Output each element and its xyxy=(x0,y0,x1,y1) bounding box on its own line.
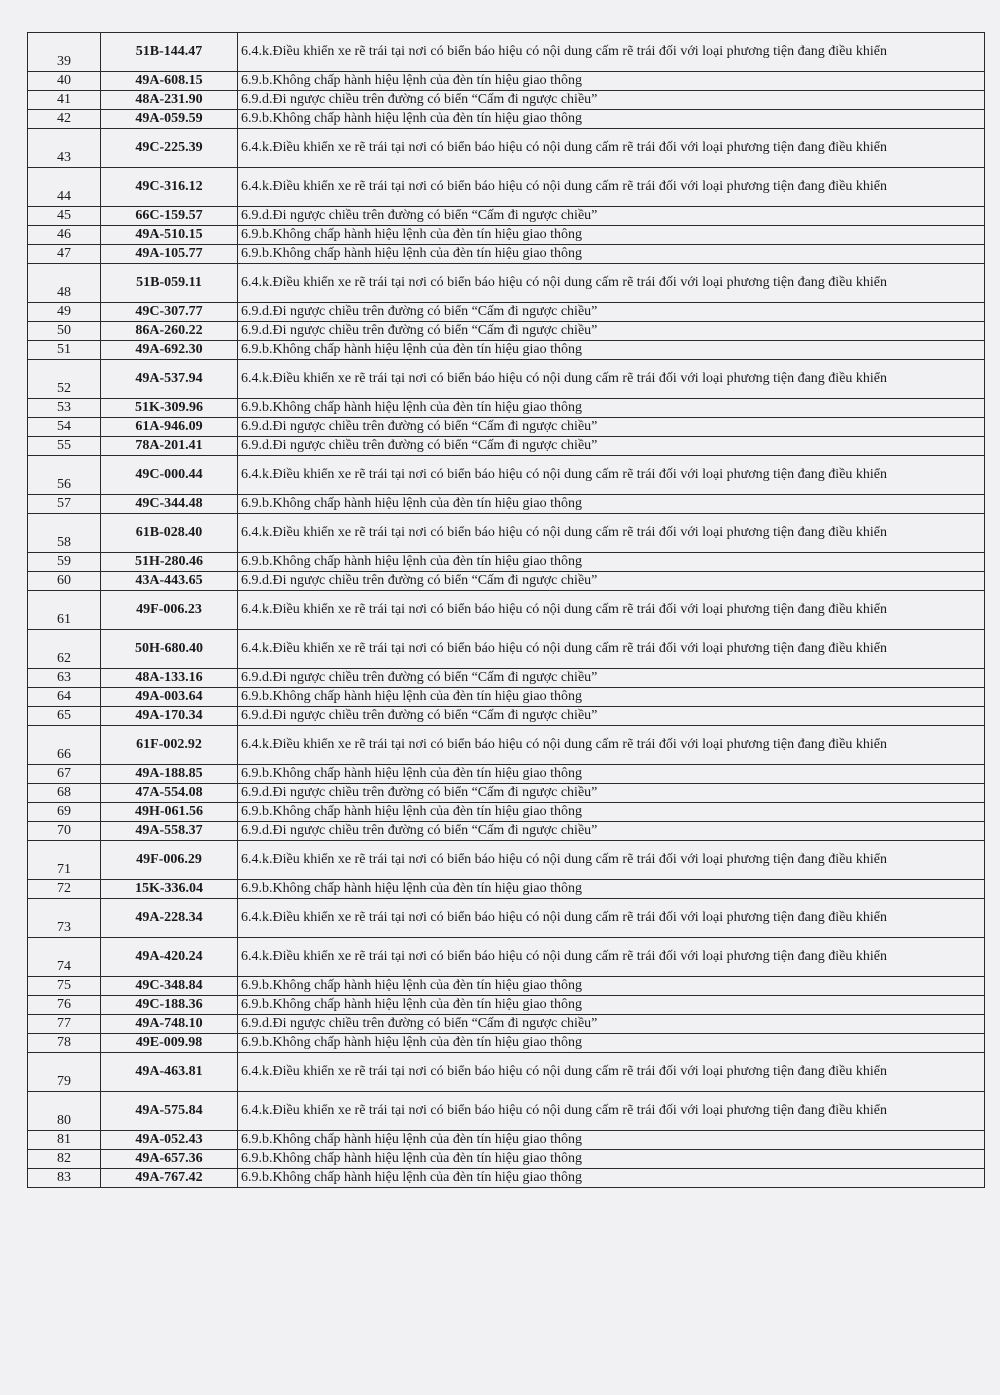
row-number-cell: 53 xyxy=(28,399,101,418)
violation-description-cell: 6.9.b.Không chấp hành hiệu lệnh của đèn tín hiệu giao thông xyxy=(238,72,985,91)
table-row xyxy=(28,688,985,707)
license-plate-cell: 49A-692.30 xyxy=(101,341,238,360)
license-plate-cell: 86A-260.22 xyxy=(101,322,238,341)
violation-description-cell: 6.4.k.Điều khiển xe rẽ trái tại nơi có biển báo hiệu có nội dung cấm rẽ trái đối với loại phương tiện đang điều khiển xyxy=(238,129,985,168)
license-plate-cell: 49C-000.44 xyxy=(101,456,238,495)
table-row xyxy=(28,880,985,899)
table-row xyxy=(28,91,985,110)
violation-description-cell: 6.9.d.Đi ngược chiều trên đường có biển “Cấm đi ngược chiều” xyxy=(238,1015,985,1034)
row-number-cell: 76 xyxy=(28,996,101,1015)
table-row xyxy=(28,264,985,303)
row-number-cell: 56 xyxy=(28,456,101,495)
row-number-cell: 45 xyxy=(28,207,101,226)
violation-description-cell: 6.9.d.Đi ngược chiều trên đường có biển “Cấm đi ngược chiều” xyxy=(238,822,985,841)
violation-description-cell: 6.9.b.Không chấp hành hiệu lệnh của đèn tín hiệu giao thông xyxy=(238,880,985,899)
row-number-cell: 46 xyxy=(28,226,101,245)
license-plate-cell: 49A-767.42 xyxy=(101,1169,238,1188)
violation-description-cell: 6.9.b.Không chấp hành hiệu lệnh của đèn tín hiệu giao thông xyxy=(238,1150,985,1169)
table-row xyxy=(28,1092,985,1131)
violation-description-cell: 6.4.k.Điều khiển xe rẽ trái tại nơi có biển báo hiệu có nội dung cấm rẽ trái đối với loại phương tiện đang điều khiển xyxy=(238,1053,985,1092)
row-number-cell: 47 xyxy=(28,245,101,264)
row-number-cell: 41 xyxy=(28,91,101,110)
table-row xyxy=(28,399,985,418)
row-number-cell: 64 xyxy=(28,688,101,707)
license-plate-cell: 49A-575.84 xyxy=(101,1092,238,1131)
table-row xyxy=(28,168,985,207)
table-row xyxy=(28,245,985,264)
violation-description-cell: 6.9.b.Không chấp hành hiệu lệnh của đèn tín hiệu giao thông xyxy=(238,553,985,572)
violations-table-body xyxy=(28,33,985,1188)
violation-description-cell: 6.9.d.Đi ngược chiều trên đường có biển “Cấm đi ngược chiều” xyxy=(238,91,985,110)
license-plate-cell: 49A-170.34 xyxy=(101,707,238,726)
table-row xyxy=(28,1131,985,1150)
row-number-cell: 58 xyxy=(28,514,101,553)
table-row xyxy=(28,33,985,72)
table-row xyxy=(28,456,985,495)
license-plate-cell: 51B-059.11 xyxy=(101,264,238,303)
violation-description-cell: 6.4.k.Điều khiển xe rẽ trái tại nơi có biển báo hiệu có nội dung cấm rẽ trái đối với loại phương tiện đang điều khiển xyxy=(238,591,985,630)
license-plate-cell: 49A-510.15 xyxy=(101,226,238,245)
row-number-cell: 66 xyxy=(28,726,101,765)
violation-description-cell: 6.4.k.Điều khiển xe rẽ trái tại nơi có biển báo hiệu có nội dung cấm rẽ trái đối với loại phương tiện đang điều khiển xyxy=(238,841,985,880)
table-row xyxy=(28,707,985,726)
row-number-cell: 73 xyxy=(28,899,101,938)
row-number-cell: 63 xyxy=(28,669,101,688)
row-number-cell: 71 xyxy=(28,841,101,880)
violation-description-cell: 6.9.d.Đi ngược chiều trên đường có biển “Cấm đi ngược chiều” xyxy=(238,437,985,456)
table-row xyxy=(28,226,985,245)
row-number-cell: 62 xyxy=(28,630,101,669)
license-plate-cell: 49A-558.37 xyxy=(101,822,238,841)
table-row xyxy=(28,72,985,91)
row-number-cell: 54 xyxy=(28,418,101,437)
license-plate-cell: 51B-144.47 xyxy=(101,33,238,72)
license-plate-cell: 51K-309.96 xyxy=(101,399,238,418)
violation-description-cell: 6.4.k.Điều khiển xe rẽ trái tại nơi có biển báo hiệu có nội dung cấm rẽ trái đối với loại phương tiện đang điều khiển xyxy=(238,456,985,495)
violation-description-cell: 6.4.k.Điều khiển xe rẽ trái tại nơi có biển báo hiệu có nội dung cấm rẽ trái đối với loại phương tiện đang điều khiển xyxy=(238,938,985,977)
license-plate-cell: 49F-006.29 xyxy=(101,841,238,880)
violation-description-cell: 6.9.b.Không chấp hành hiệu lệnh của đèn tín hiệu giao thông xyxy=(238,1131,985,1150)
license-plate-cell: 49A-052.43 xyxy=(101,1131,238,1150)
violation-description-cell: 6.9.b.Không chấp hành hiệu lệnh của đèn tín hiệu giao thông xyxy=(238,803,985,822)
license-plate-cell: 49C-188.36 xyxy=(101,996,238,1015)
license-plate-cell: 49C-348.84 xyxy=(101,977,238,996)
license-plate-cell: 50H-680.40 xyxy=(101,630,238,669)
row-number-cell: 70 xyxy=(28,822,101,841)
table-row xyxy=(28,322,985,341)
row-number-cell: 61 xyxy=(28,591,101,630)
table-row xyxy=(28,1015,985,1034)
violation-description-cell: 6.4.k.Điều khiển xe rẽ trái tại nơi có biển báo hiệu có nội dung cấm rẽ trái đối với loại phương tiện đang điều khiển xyxy=(238,1092,985,1131)
violation-description-cell: 6.9.d.Đi ngược chiều trên đường có biển “Cấm đi ngược chiều” xyxy=(238,784,985,803)
table-row xyxy=(28,630,985,669)
row-number-cell: 48 xyxy=(28,264,101,303)
table-row xyxy=(28,553,985,572)
table-row xyxy=(28,822,985,841)
violation-description-cell: 6.9.d.Đi ngược chiều trên đường có biển “Cấm đi ngược chiều” xyxy=(238,669,985,688)
row-number-cell: 75 xyxy=(28,977,101,996)
row-number-cell: 78 xyxy=(28,1034,101,1053)
license-plate-cell: 49A-188.85 xyxy=(101,765,238,784)
license-plate-cell: 49A-748.10 xyxy=(101,1015,238,1034)
license-plate-cell: 49A-105.77 xyxy=(101,245,238,264)
license-plate-cell: 49A-463.81 xyxy=(101,1053,238,1092)
license-plate-cell: 48A-133.16 xyxy=(101,669,238,688)
table-row xyxy=(28,110,985,129)
table-row xyxy=(28,495,985,514)
violation-description-cell: 6.9.d.Đi ngược chiều trên đường có biển “Cấm đi ngược chiều” xyxy=(238,572,985,591)
violation-description-cell: 6.4.k.Điều khiển xe rẽ trái tại nơi có biển báo hiệu có nội dung cấm rẽ trái đối với loại phương tiện đang điều khiển xyxy=(238,360,985,399)
violation-description-cell: 6.9.b.Không chấp hành hiệu lệnh của đèn tín hiệu giao thông xyxy=(238,245,985,264)
row-number-cell: 40 xyxy=(28,72,101,91)
row-number-cell: 60 xyxy=(28,572,101,591)
license-plate-cell: 78A-201.41 xyxy=(101,437,238,456)
license-plate-cell: 49H-061.56 xyxy=(101,803,238,822)
row-number-cell: 52 xyxy=(28,360,101,399)
table-row xyxy=(28,437,985,456)
license-plate-cell: 49F-006.23 xyxy=(101,591,238,630)
table-row xyxy=(28,360,985,399)
violation-description-cell: 6.9.b.Không chấp hành hiệu lệnh của đèn tín hiệu giao thông xyxy=(238,996,985,1015)
license-plate-cell: 49A-059.59 xyxy=(101,110,238,129)
license-plate-cell: 49E-009.98 xyxy=(101,1034,238,1053)
violation-description-cell: 6.4.k.Điều khiển xe rẽ trái tại nơi có biển báo hiệu có nội dung cấm rẽ trái đối với loại phương tiện đang điều khiển xyxy=(238,33,985,72)
violation-description-cell: 6.9.b.Không chấp hành hiệu lệnh của đèn tín hiệu giao thông xyxy=(238,226,985,245)
violation-description-cell: 6.9.b.Không chấp hành hiệu lệnh của đèn tín hiệu giao thông xyxy=(238,399,985,418)
violation-description-cell: 6.4.k.Điều khiển xe rẽ trái tại nơi có biển báo hiệu có nội dung cấm rẽ trái đối với loại phương tiện đang điều khiển xyxy=(238,630,985,669)
table-row xyxy=(28,784,985,803)
violation-description-cell: 6.9.b.Không chấp hành hiệu lệnh của đèn tín hiệu giao thông xyxy=(238,1034,985,1053)
violation-description-cell: 6.9.b.Không chấp hành hiệu lệnh của đèn tín hiệu giao thông xyxy=(238,688,985,707)
violation-description-cell: 6.9.b.Không chấp hành hiệu lệnh của đèn tín hiệu giao thông xyxy=(238,1169,985,1188)
license-plate-cell: 49A-228.34 xyxy=(101,899,238,938)
license-plate-cell: 49C-225.39 xyxy=(101,129,238,168)
table-row xyxy=(28,572,985,591)
table-row xyxy=(28,996,985,1015)
table-row xyxy=(28,669,985,688)
table-row xyxy=(28,591,985,630)
license-plate-cell: 49C-316.12 xyxy=(101,168,238,207)
row-number-cell: 69 xyxy=(28,803,101,822)
table-row xyxy=(28,726,985,765)
row-number-cell: 80 xyxy=(28,1092,101,1131)
license-plate-cell: 49A-657.36 xyxy=(101,1150,238,1169)
violation-description-cell: 6.9.d.Đi ngược chiều trên đường có biển “Cấm đi ngược chiều” xyxy=(238,418,985,437)
row-number-cell: 50 xyxy=(28,322,101,341)
license-plate-cell: 49A-003.64 xyxy=(101,688,238,707)
table-row xyxy=(28,1150,985,1169)
table-row xyxy=(28,803,985,822)
violation-description-cell: 6.9.b.Không chấp hành hiệu lệnh của đèn tín hiệu giao thông xyxy=(238,110,985,129)
violation-description-cell: 6.4.k.Điều khiển xe rẽ trái tại nơi có biển báo hiệu có nội dung cấm rẽ trái đối với loại phương tiện đang điều khiển xyxy=(238,726,985,765)
table-row xyxy=(28,1034,985,1053)
license-plate-cell: 61B-028.40 xyxy=(101,514,238,553)
violation-description-cell: 6.9.b.Không chấp hành hiệu lệnh của đèn tín hiệu giao thông xyxy=(238,765,985,784)
row-number-cell: 67 xyxy=(28,765,101,784)
violation-description-cell: 6.9.d.Đi ngược chiều trên đường có biển “Cấm đi ngược chiều” xyxy=(238,207,985,226)
violation-description-cell: 6.4.k.Điều khiển xe rẽ trái tại nơi có biển báo hiệu có nội dung cấm rẽ trái đối với loại phương tiện đang điều khiển xyxy=(238,168,985,207)
table-row xyxy=(28,1053,985,1092)
violation-description-cell: 6.9.d.Đi ngược chiều trên đường có biển “Cấm đi ngược chiều” xyxy=(238,303,985,322)
table-row xyxy=(28,899,985,938)
violations-table xyxy=(27,32,985,1188)
violation-description-cell: 6.9.d.Đi ngược chiều trên đường có biển “Cấm đi ngược chiều” xyxy=(238,322,985,341)
row-number-cell: 77 xyxy=(28,1015,101,1034)
table-row xyxy=(28,514,985,553)
row-number-cell: 43 xyxy=(28,129,101,168)
row-number-cell: 74 xyxy=(28,938,101,977)
table-row xyxy=(28,207,985,226)
license-plate-cell: 49C-307.77 xyxy=(101,303,238,322)
violation-description-cell: 6.9.b.Không chấp hành hiệu lệnh của đèn tín hiệu giao thông xyxy=(238,341,985,360)
row-number-cell: 79 xyxy=(28,1053,101,1092)
row-number-cell: 49 xyxy=(28,303,101,322)
license-plate-cell: 61A-946.09 xyxy=(101,418,238,437)
row-number-cell: 57 xyxy=(28,495,101,514)
license-plate-cell: 61F-002.92 xyxy=(101,726,238,765)
table-row xyxy=(28,418,985,437)
row-number-cell: 68 xyxy=(28,784,101,803)
table-row xyxy=(28,977,985,996)
row-number-cell: 55 xyxy=(28,437,101,456)
license-plate-cell: 49C-344.48 xyxy=(101,495,238,514)
row-number-cell: 81 xyxy=(28,1131,101,1150)
license-plate-cell: 66C-159.57 xyxy=(101,207,238,226)
row-number-cell: 42 xyxy=(28,110,101,129)
row-number-cell: 72 xyxy=(28,880,101,899)
violation-description-cell: 6.4.k.Điều khiển xe rẽ trái tại nơi có biển báo hiệu có nội dung cấm rẽ trái đối với loại phương tiện đang điều khiển xyxy=(238,514,985,553)
table-row xyxy=(28,841,985,880)
table-row xyxy=(28,765,985,784)
license-plate-cell: 43A-443.65 xyxy=(101,572,238,591)
violation-description-cell: 6.4.k.Điều khiển xe rẽ trái tại nơi có biển báo hiệu có nội dung cấm rẽ trái đối với loại phương tiện đang điều khiển xyxy=(238,899,985,938)
row-number-cell: 44 xyxy=(28,168,101,207)
license-plate-cell: 49A-608.15 xyxy=(101,72,238,91)
row-number-cell: 51 xyxy=(28,341,101,360)
row-number-cell: 83 xyxy=(28,1169,101,1188)
license-plate-cell: 48A-231.90 xyxy=(101,91,238,110)
row-number-cell: 82 xyxy=(28,1150,101,1169)
violation-description-cell: 6.4.k.Điều khiển xe rẽ trái tại nơi có biển báo hiệu có nội dung cấm rẽ trái đối với loại phương tiện đang điều khiển xyxy=(238,264,985,303)
table-row xyxy=(28,129,985,168)
table-row xyxy=(28,1169,985,1188)
violation-description-cell: 6.9.d.Đi ngược chiều trên đường có biển “Cấm đi ngược chiều” xyxy=(238,707,985,726)
license-plate-cell: 49A-537.94 xyxy=(101,360,238,399)
table-row xyxy=(28,341,985,360)
table-row xyxy=(28,938,985,977)
license-plate-cell: 15K-336.04 xyxy=(101,880,238,899)
violation-description-cell: 6.9.b.Không chấp hành hiệu lệnh của đèn tín hiệu giao thông xyxy=(238,495,985,514)
row-number-cell: 59 xyxy=(28,553,101,572)
license-plate-cell: 51H-280.46 xyxy=(101,553,238,572)
license-plate-cell: 49A-420.24 xyxy=(101,938,238,977)
license-plate-cell: 47A-554.08 xyxy=(101,784,238,803)
table-row xyxy=(28,303,985,322)
violation-description-cell: 6.9.b.Không chấp hành hiệu lệnh của đèn tín hiệu giao thông xyxy=(238,977,985,996)
row-number-cell: 65 xyxy=(28,707,101,726)
row-number-cell: 39 xyxy=(28,33,101,72)
